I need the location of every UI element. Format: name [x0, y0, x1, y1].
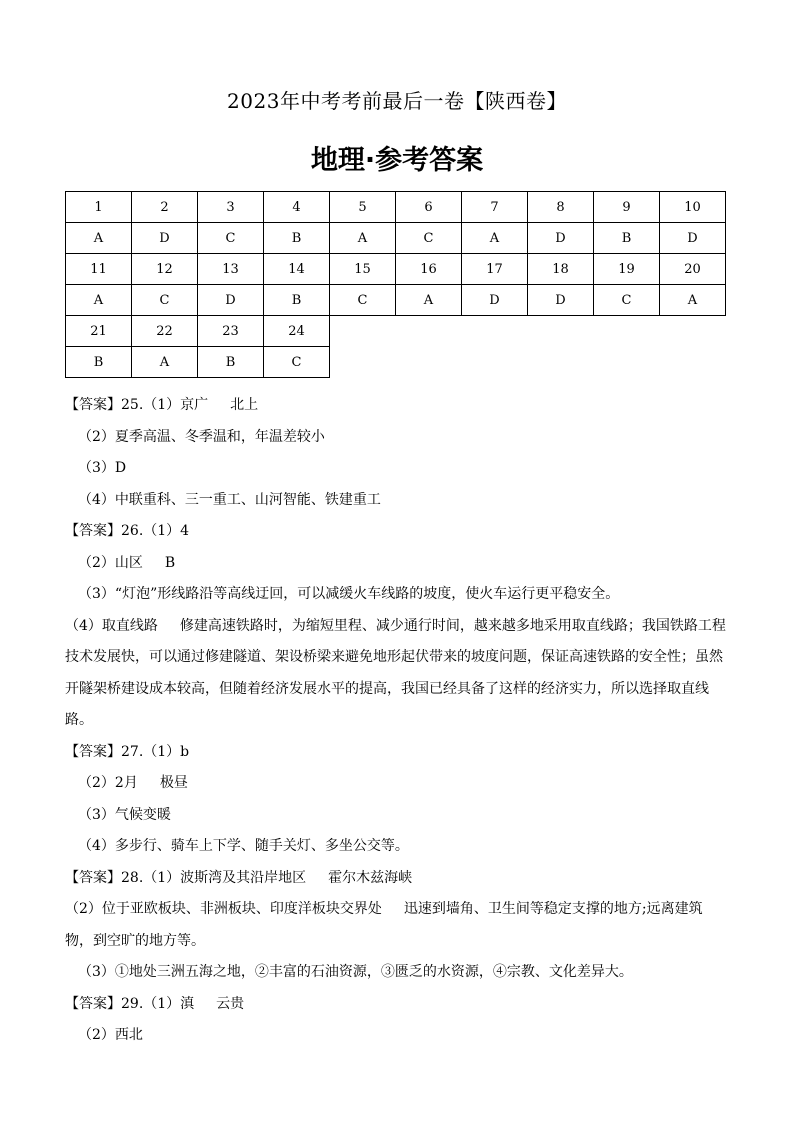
answer-25-label: 【答案】25.（1）京广	[65, 397, 209, 413]
table-cell: C	[264, 347, 330, 378]
answer-29-part-1	[65, 989, 728, 1021]
empty-cell	[330, 347, 396, 378]
table-cell: 19	[594, 254, 660, 285]
table-cell: 4	[264, 192, 330, 223]
table-cell: 10	[660, 192, 726, 223]
answer-28-part-2b: 迅速到墙角、卫生间等稳定支撑的地方;远离建筑物，到空旷的地方等。	[65, 901, 703, 949]
table-cell: 1	[66, 192, 132, 223]
answer-28-label: 【答案】28.（1）波斯湾及其沿岸地区	[65, 869, 307, 886]
table-cell: A	[66, 223, 132, 254]
table-cell: C	[198, 223, 264, 254]
table-row	[66, 285, 726, 316]
exam-title: 2023年中考考前最后一卷【陕西卷】	[227, 89, 567, 113]
table-cell: 24	[264, 316, 330, 347]
table-cell: 14	[264, 254, 330, 285]
table-row	[66, 223, 726, 254]
empty-cell	[594, 316, 660, 347]
answer-27-part-2a: （2）2月	[78, 775, 138, 791]
table-cell: C	[330, 285, 396, 316]
answer-27-part-2b: 极昼	[159, 775, 188, 791]
answer-28-part-2a: （2）位于亚欧板块、非洲板块、印度洋板块交界处	[65, 901, 382, 917]
answer-25-part-3: （3）D	[78, 460, 127, 476]
answer-29-part-2: （2）西北	[78, 1027, 143, 1043]
table-cell: B	[66, 347, 132, 378]
empty-cell	[528, 316, 594, 347]
table-cell: A	[396, 285, 462, 316]
table-row	[66, 254, 726, 285]
answer-29-part-1b: 云贵	[216, 995, 245, 1012]
table-cell: D	[528, 223, 594, 254]
empty-cell	[660, 316, 726, 347]
table-cell: A	[462, 223, 528, 254]
answer-key-heading: 地理·参考答案	[310, 145, 484, 176]
table-cell: D	[198, 285, 264, 316]
table-cell: A	[132, 347, 198, 378]
answer-28-part-1	[65, 863, 728, 895]
table-cell: 3	[198, 192, 264, 223]
answer-25-part-2: （2）夏季高温、冬季温和，年温差较小	[78, 428, 325, 445]
table-cell: D	[462, 285, 528, 316]
empty-cell	[330, 316, 396, 347]
answer-28-part-2	[65, 894, 728, 957]
table-row	[66, 192, 726, 223]
answer-27-part-2	[78, 768, 728, 800]
table-cell: B	[264, 223, 330, 254]
answer-27-part-1: 【答案】27.（1）b	[65, 743, 190, 760]
table-cell: 9	[594, 192, 660, 223]
answer-27-part-3: （3）气候变暖	[78, 806, 171, 823]
answer-26-part-2	[78, 548, 728, 580]
table-cell: 18	[528, 254, 594, 285]
answer-28-part-3: （3）①地处三洲五海之地，②丰富的石油资源，③匮乏的水资源，④宗教、文化差异大。	[78, 964, 633, 980]
answer-26-part-4	[65, 611, 728, 737]
empty-cell	[594, 347, 660, 378]
answer-table	[65, 191, 726, 378]
answer-26-part-1: 【答案】26.（1）4	[65, 523, 190, 539]
table-cell: 2	[132, 192, 198, 223]
answer-25-part-4: （4）中联重科、三一重工、山河智能、铁建重工	[78, 491, 381, 508]
answer-26-part-2a: （2）山区	[78, 554, 143, 571]
table-cell: A	[330, 223, 396, 254]
table-cell: B	[594, 223, 660, 254]
table-cell: A	[660, 285, 726, 316]
table-cell: 11	[66, 254, 132, 285]
answer-explanations	[65, 390, 728, 1052]
empty-cell	[462, 316, 528, 347]
table-cell: 17	[462, 254, 528, 285]
table-cell: 23	[198, 316, 264, 347]
table-cell: 12	[132, 254, 198, 285]
table-cell: D	[660, 223, 726, 254]
empty-cell	[462, 347, 528, 378]
table-cell: 21	[66, 316, 132, 347]
empty-cell	[396, 347, 462, 378]
answer-25-part-1b: 北上	[230, 397, 259, 413]
empty-cell	[528, 347, 594, 378]
empty-cell	[660, 347, 726, 378]
answer-26-part-4b: 修建高速铁路时，为缩短里程、减少通行时间，越来越多地采用取直线路；我国铁路工程技术发展快，可以通过修建隧道、架设桥梁来避免地形起伏带来的坡度问题，保证高速铁路的安全性；虽然开隧架桥建设成本较高，但随着经济发展水平的提高，我国已经具备了这样的经济实力，所以选择取直线路。	[65, 617, 726, 728]
table-cell: 5	[330, 192, 396, 223]
answer-26-part-4a: （4）取直线路	[65, 617, 158, 634]
table-cell: B	[264, 285, 330, 316]
table-cell: 13	[198, 254, 264, 285]
answer-28-part-1b: 霍尔木兹海峡	[328, 869, 413, 886]
empty-cell	[396, 316, 462, 347]
table-cell: 20	[660, 254, 726, 285]
table-cell: 6	[396, 192, 462, 223]
table-cell: B	[198, 347, 264, 378]
table-cell: 8	[528, 192, 594, 223]
table-row	[66, 316, 726, 347]
answer-26-part-2b: B	[164, 554, 176, 571]
table-cell: 22	[132, 316, 198, 347]
table-cell: C	[594, 285, 660, 316]
table-cell: A	[66, 285, 132, 316]
answer-25-part-1	[65, 390, 728, 422]
table-cell: C	[396, 223, 462, 254]
answer-26-part-3: （3）“灯泡”形线路沿等高线迂回，可以减缓火车线路的坡度，使火车运行更平稳安全。	[78, 586, 620, 602]
table-cell: 7	[462, 192, 528, 223]
answer-27-part-4: （4）多步行、骑车上下学、随手关灯、多坐公交等。	[78, 838, 409, 854]
table-row	[66, 347, 726, 378]
table-cell: 16	[396, 254, 462, 285]
table-cell: 15	[330, 254, 396, 285]
table-cell: C	[132, 285, 198, 316]
table-cell: D	[528, 285, 594, 316]
table-cell: D	[132, 223, 198, 254]
answer-29-label: 【答案】29.（1）滇	[65, 995, 195, 1012]
